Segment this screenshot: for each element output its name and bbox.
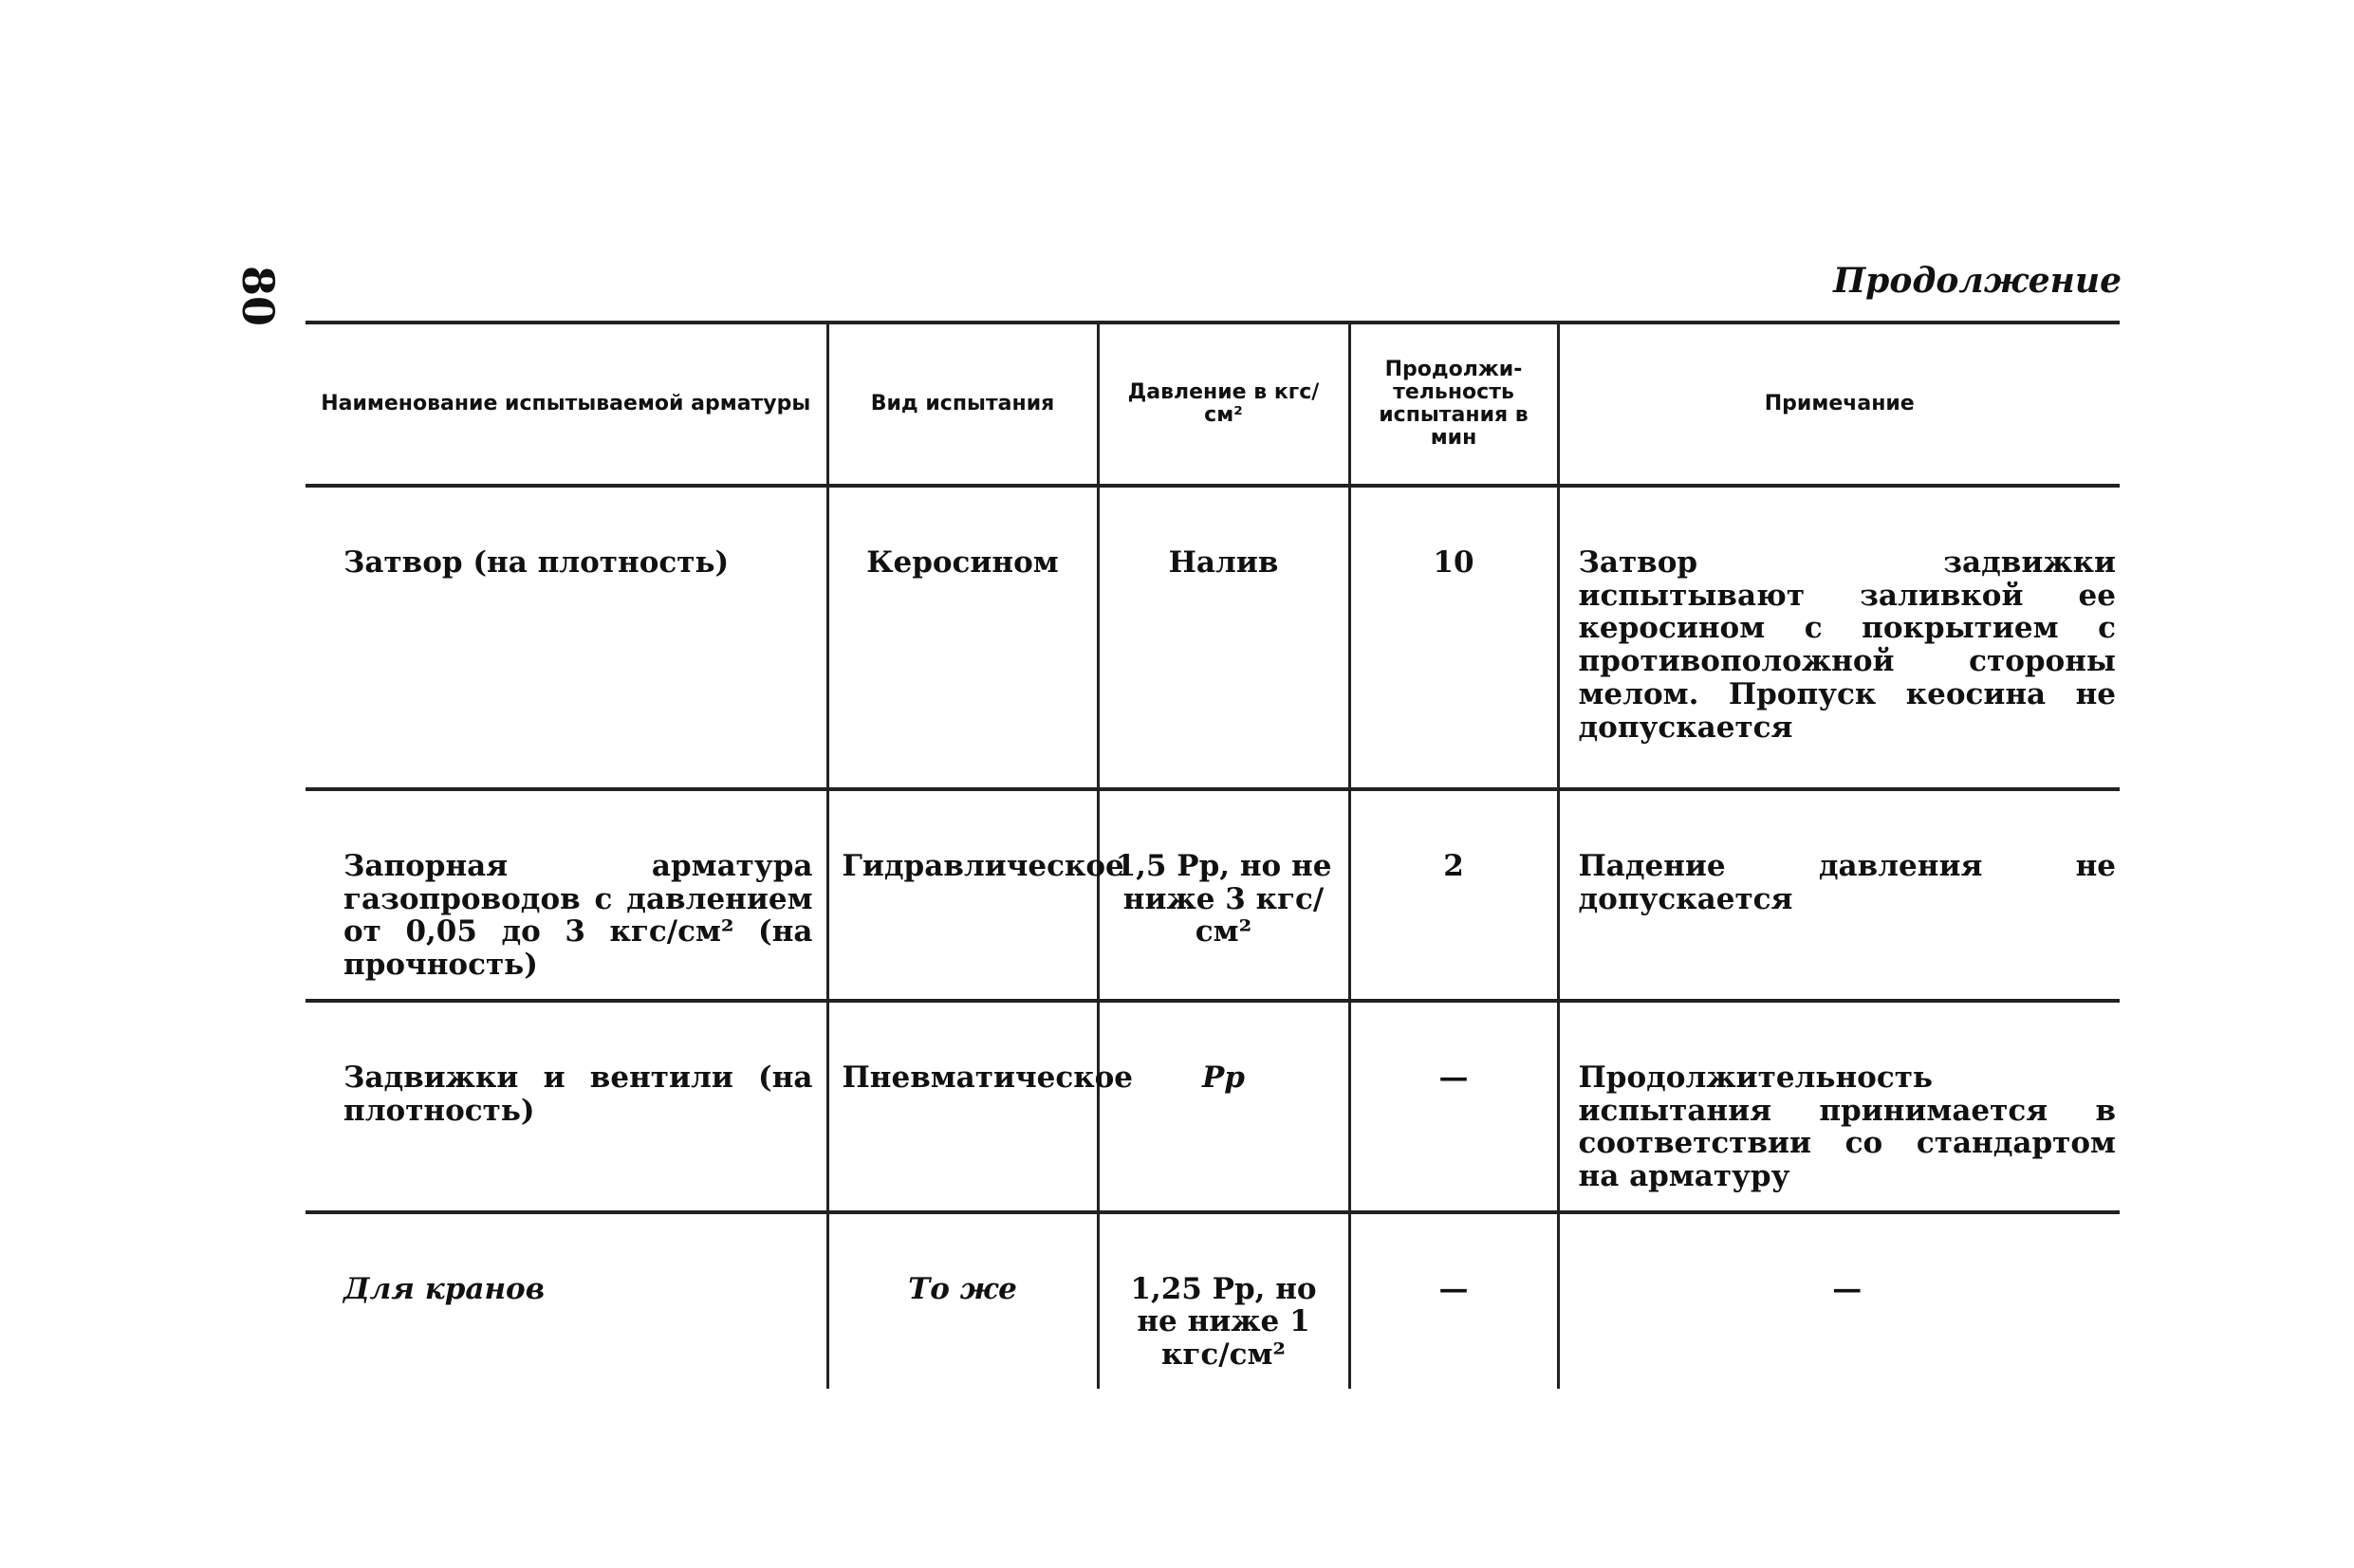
cell-note: Продолжительность испытания принимается в соответствии со стандартом на арматуру bbox=[1558, 1001, 2120, 1212]
header-name: Наименование испытываемой арматуры bbox=[306, 323, 827, 486]
header-pressure: Давление в кгс/см² bbox=[1098, 323, 1349, 486]
cell-name: Запорная арматура газопроводов с давлением от 0,05 до 3 кгс/см² (на прочность) bbox=[306, 789, 827, 1001]
cell-test-type: Пневматическое bbox=[827, 1001, 1098, 1212]
cell-duration: — bbox=[1349, 1212, 1558, 1389]
cell-duration: — bbox=[1349, 1001, 1558, 1212]
cell-test-type: Гидравлическое bbox=[827, 789, 1098, 1001]
cell-name: Затвор (на плотность) bbox=[306, 486, 827, 789]
fittings-test-table bbox=[306, 321, 2120, 1389]
cell-pressure: Pp bbox=[1098, 1001, 1349, 1212]
cell-duration: 2 bbox=[1349, 789, 1558, 1001]
header-duration: Продолжи-тельность испытания в мин bbox=[1349, 323, 1558, 486]
cell-name: Для кранов bbox=[306, 1212, 827, 1389]
cell-note: Затвор задвижки испытывают заливкой ее керосином с покрытием с противоположной стороны мелом. Пропуск кеoсина не допускается bbox=[1558, 486, 2120, 789]
table-header-row bbox=[306, 323, 2120, 486]
table-row bbox=[306, 1212, 2120, 1389]
table-row bbox=[306, 486, 2120, 789]
continuation-label: Продолжение bbox=[1833, 261, 2122, 301]
header-test-type: Вид испытания bbox=[827, 323, 1098, 486]
table-row bbox=[306, 1001, 2120, 1212]
cell-note: Падение давления не допускается bbox=[1558, 789, 2120, 1001]
cell-test-type: То же bbox=[827, 1212, 1098, 1389]
page-number: 80 bbox=[232, 265, 285, 327]
cell-name: Задвижки и вентили (на плотность) bbox=[306, 1001, 827, 1212]
cell-duration: 10 bbox=[1349, 486, 1558, 789]
cell-pressure: 1,5 Pp, но не ниже 3 кгс/см² bbox=[1098, 789, 1349, 1001]
header-note: Примечание bbox=[1558, 323, 2120, 486]
cell-pressure: 1,25 Pp, но не ниже 1 кгс/см² bbox=[1098, 1212, 1349, 1389]
cell-pressure: Налив bbox=[1098, 486, 1349, 789]
cell-test-type: Керосином bbox=[827, 486, 1098, 789]
table-row bbox=[306, 789, 2120, 1001]
cell-note: — bbox=[1558, 1212, 2120, 1389]
